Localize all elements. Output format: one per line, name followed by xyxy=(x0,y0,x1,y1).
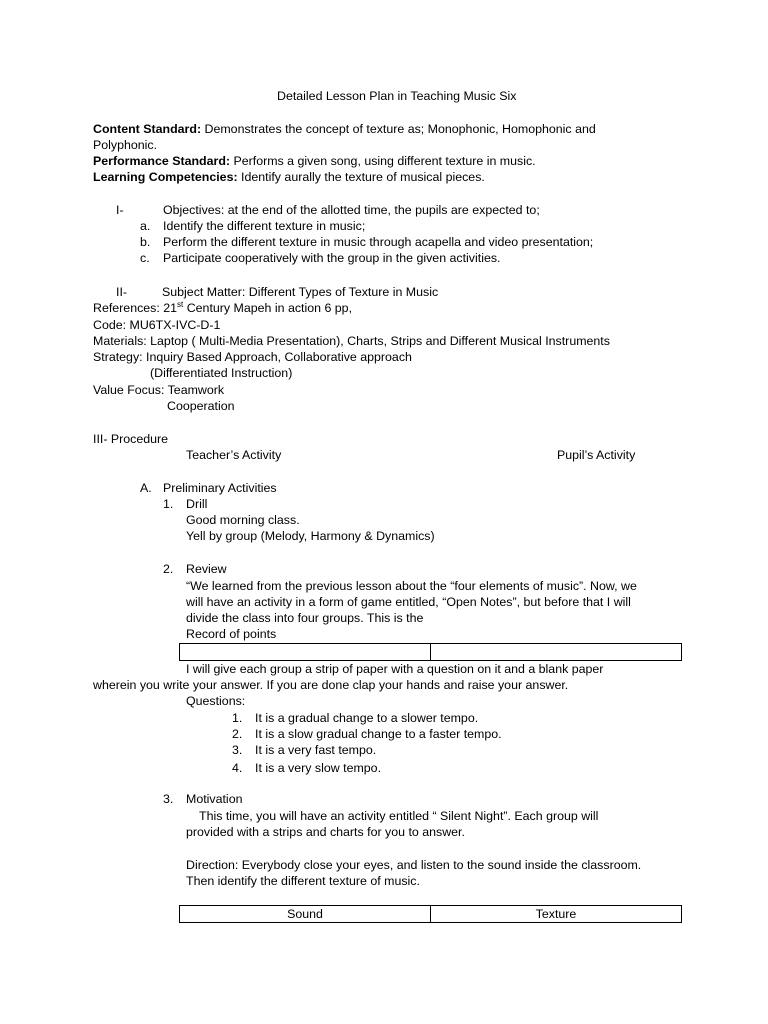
performance-standard-text: Performs a given song, using different texture in music. xyxy=(230,154,536,168)
code-line: Code: MU6TX-IVC-D-1 xyxy=(93,318,221,332)
review-line-2: will have an activity in a form of game entitled, “Open Notes”, but before that I will xyxy=(186,595,631,609)
references-line xyxy=(93,300,352,316)
references-post: Century Mapeh in action 6 pp, xyxy=(183,301,353,315)
drill-label: Drill xyxy=(186,497,208,511)
objective-item-b: Perform the different texture in music through acapella and video presentation; xyxy=(163,235,594,249)
objective-item-c: Participate cooperatively with the group in the given activities. xyxy=(163,251,501,265)
motivation-label: Motivation xyxy=(186,792,243,806)
question-marker-1: 1. xyxy=(232,711,243,725)
subject-matter-numeral: II- xyxy=(116,285,128,299)
learning-competencies xyxy=(93,169,485,185)
document-title: Detailed Lesson Plan in Teaching Music Six xyxy=(277,89,517,103)
review-marker: 2. xyxy=(163,562,174,576)
content-standard xyxy=(93,121,596,137)
question-1: It is a gradual change to a slower tempo. xyxy=(255,711,479,725)
objective-marker-c: c. xyxy=(140,251,150,265)
references-sup: st xyxy=(177,299,184,309)
texture-header-cell xyxy=(431,906,681,922)
strategy-line: Strategy: Inquiry Based Approach, Collaborative approach xyxy=(93,350,412,364)
questions-label: Questions: xyxy=(186,694,246,708)
performance-standard-label: Performance Standard: xyxy=(93,154,231,168)
review-line-3: divide the class into four groups. This is the xyxy=(186,611,424,625)
direction-line-2: Then identify the different texture of music. xyxy=(186,874,420,888)
sound-header: Sound xyxy=(287,907,323,921)
motivation-marker: 3. xyxy=(163,792,174,806)
preliminary-marker: A. xyxy=(140,481,152,495)
teacher-activity-column: Teacher’s Activity xyxy=(186,448,282,462)
procedure-heading: III- Procedure xyxy=(93,432,169,446)
references-pre: References: 21 xyxy=(93,301,178,315)
subject-matter-heading: Subject Matter: Different Types of Texture in Music xyxy=(162,285,439,299)
sound-header-cell xyxy=(180,906,431,922)
direction-line-1: Direction: Everybody close your eyes, and listen to the sound inside the classroom. xyxy=(186,858,642,872)
objective-marker-b: b. xyxy=(140,235,151,249)
drill-line-1: Good morning class. xyxy=(186,513,300,527)
review-after-line-1: I will give each group a strip of paper with a question on it and a blank paper xyxy=(186,662,604,676)
preliminary-label: Preliminary Activities xyxy=(163,481,277,495)
record-of-points-table xyxy=(179,643,682,661)
performance-standard xyxy=(93,153,536,169)
question-4: It is a very slow tempo. xyxy=(255,761,382,775)
learning-competencies-label: Learning Competencies: xyxy=(93,170,238,184)
learning-competencies-text: Identify aurally the texture of musical pieces. xyxy=(237,170,485,184)
materials-line: Materials: Laptop ( Multi-Media Presentation), Charts, Strips and Different Musical Instruments xyxy=(93,334,610,348)
question-marker-3: 3. xyxy=(232,743,243,757)
sound-texture-table xyxy=(179,905,682,923)
question-marker-2: 2. xyxy=(232,727,243,741)
pupil-activity-column: Pupil’s Activity xyxy=(557,448,636,462)
review-line-4: Record of points xyxy=(186,627,277,641)
texture-header: Texture xyxy=(535,907,577,921)
drill-line-2: Yell by group (Melody, Harmony & Dynamics) xyxy=(186,529,435,543)
content-standard-label: Content Standard: xyxy=(93,122,202,136)
record-of-points-cell-2 xyxy=(431,644,681,660)
content-standard-text: Demonstrates the concept of texture as; Monophonic, Homophonic and xyxy=(201,122,596,136)
question-3: It is a very fast tempo. xyxy=(255,743,377,757)
objectives-heading: Objectives: at the end of the allotted time, the pupils are expected to; xyxy=(163,203,540,217)
value-focus-line: Value Focus: Teamwork xyxy=(93,383,225,397)
motivation-line-1: This time, you will have an activity entitled “ Silent Night”. Each group will xyxy=(199,809,599,823)
strategy-cont-line: (Differentiated Instruction) xyxy=(150,366,293,380)
value-focus-cont-line: Cooperation xyxy=(167,399,235,413)
record-of-points-cell-1 xyxy=(180,644,431,660)
question-marker-4: 4. xyxy=(232,761,243,775)
review-after-line-2: wherein you write your answer. If you are done clap your hands and raise your answer. xyxy=(93,678,569,692)
review-line-1: “We learned from the previous lesson about the “four elements of music”. Now, we xyxy=(186,579,637,593)
drill-marker: 1. xyxy=(163,497,174,511)
motivation-line-2: provided with a strips and charts for you to answer. xyxy=(186,825,465,839)
question-2: It is a slow gradual change to a faster tempo. xyxy=(255,727,502,741)
content-standard-cont: Polyphonic. xyxy=(93,138,158,152)
objectives-numeral: I- xyxy=(116,203,124,217)
objective-item-a: Identify the different texture in music; xyxy=(163,219,366,233)
review-label: Review xyxy=(186,562,227,576)
objective-marker-a: a. xyxy=(140,219,151,233)
